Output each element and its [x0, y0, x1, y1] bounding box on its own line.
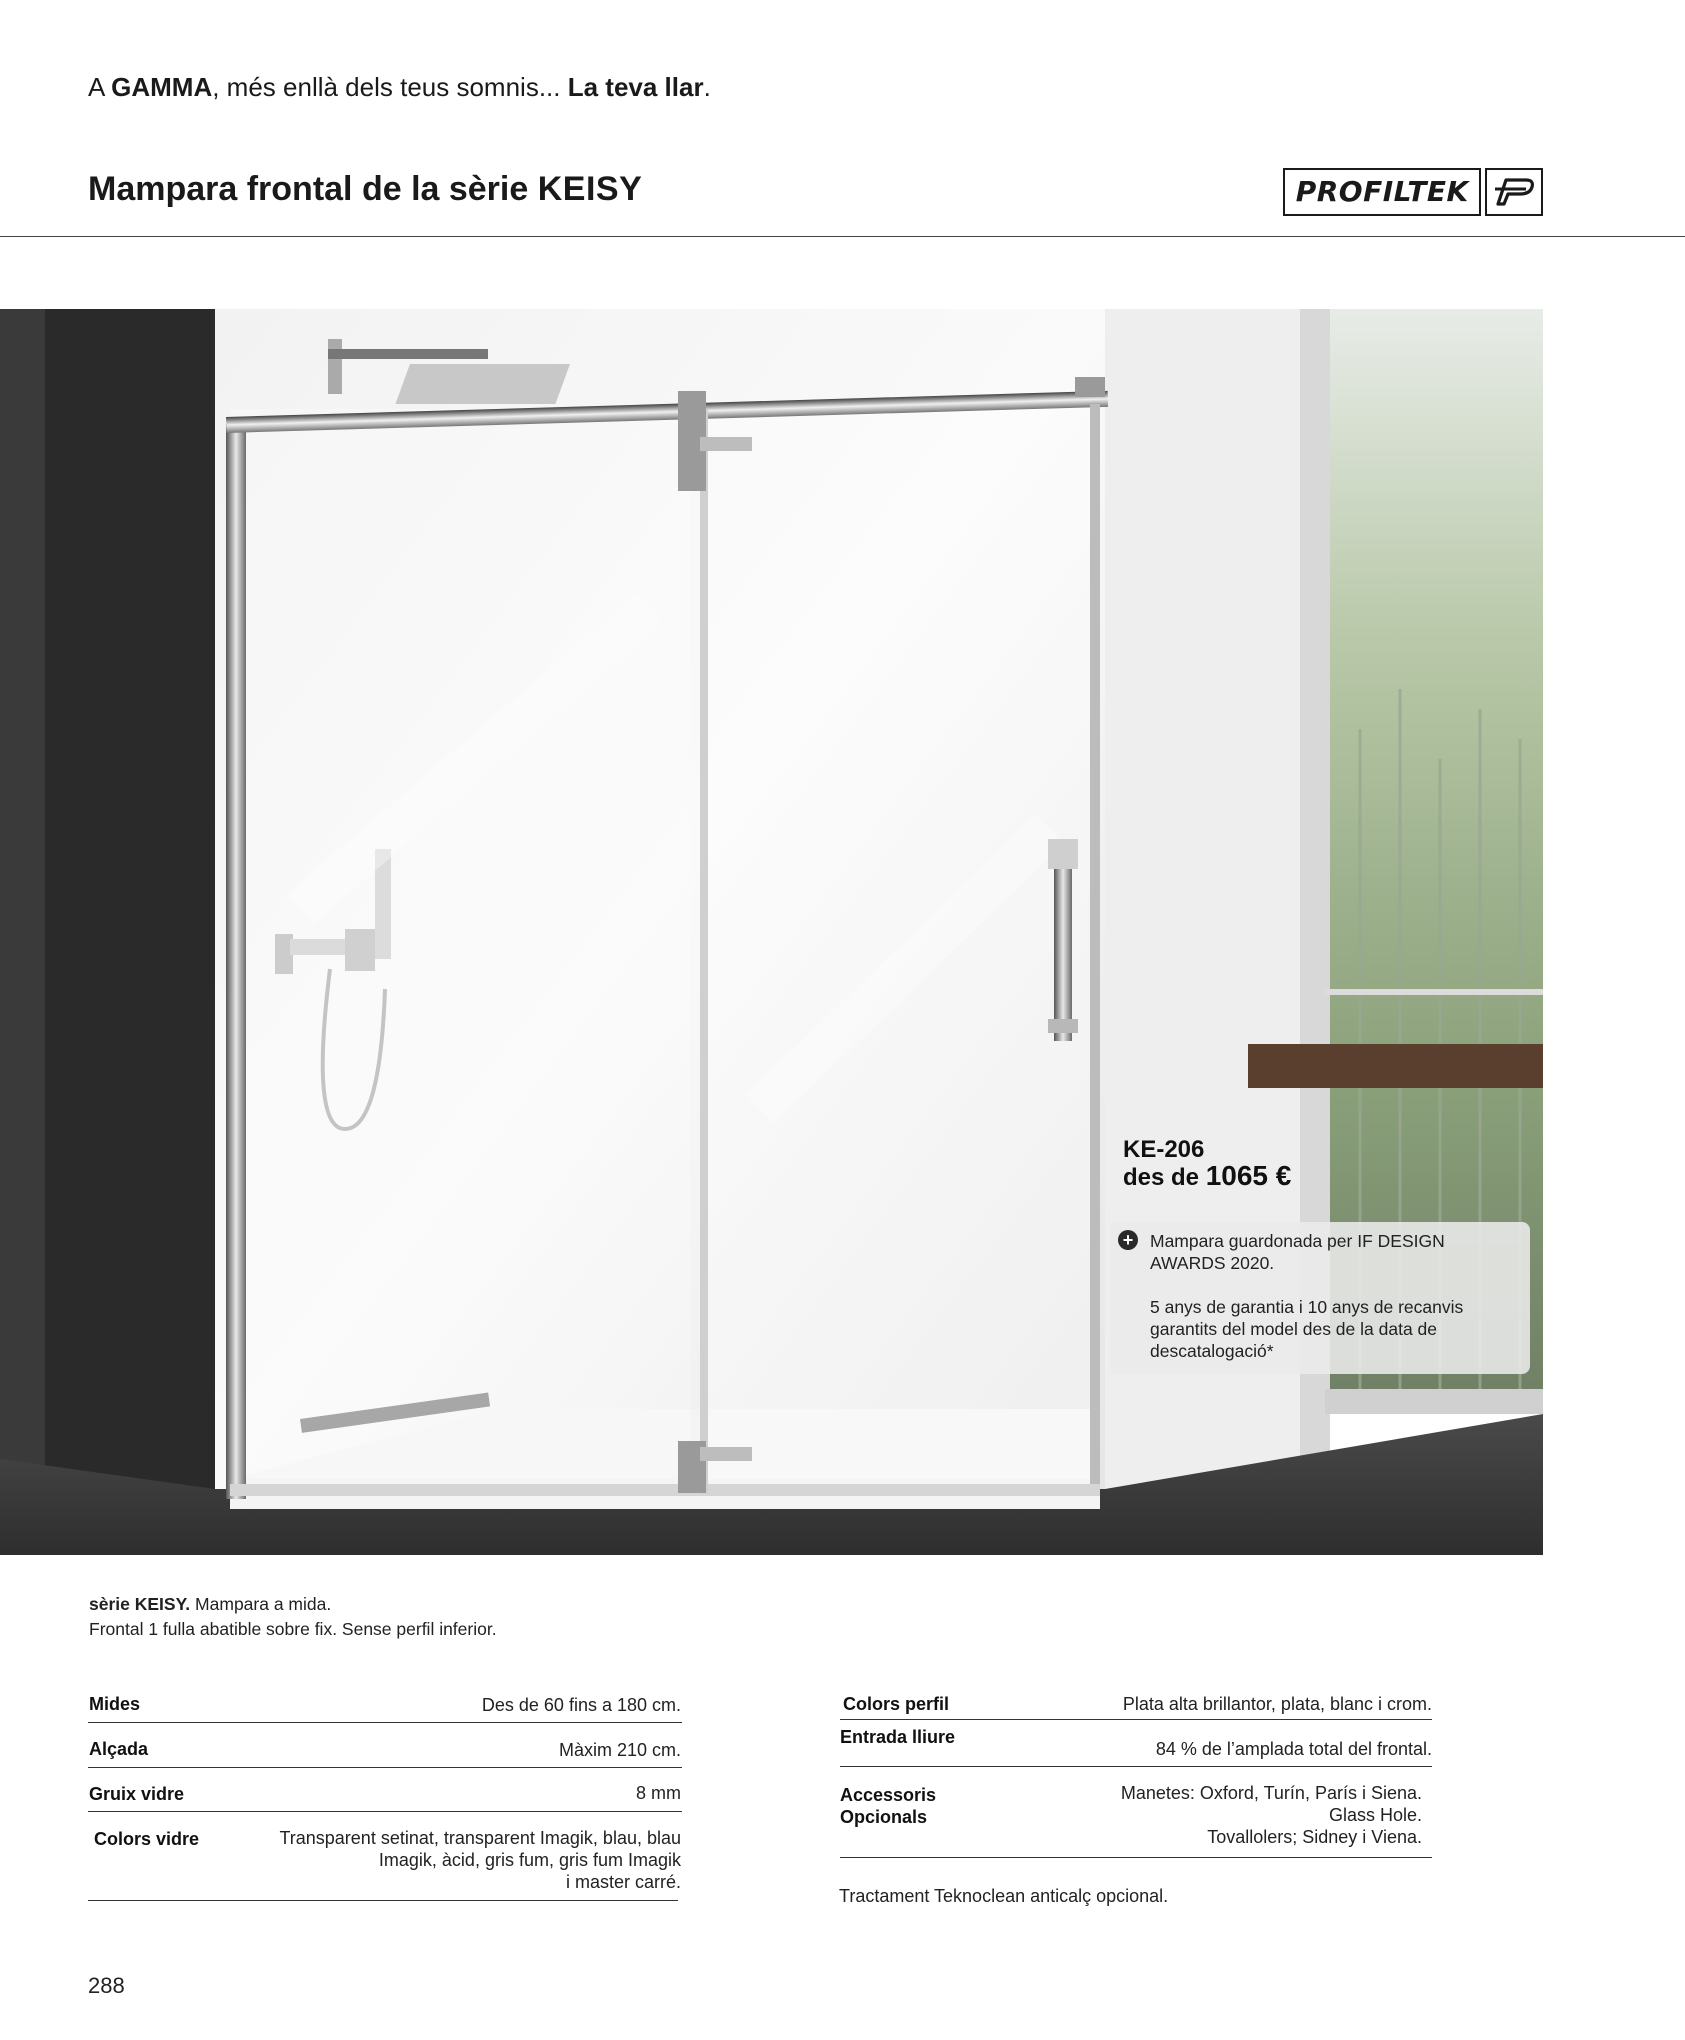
- spec-label-line: Opcionals: [840, 1807, 928, 1827]
- series-description-line2: Frontal 1 fulla abatible sobre fix. Sense perfil inferior.: [89, 1619, 497, 1639]
- page-title-text: Mampara frontal de la sèrie: [88, 170, 538, 208]
- page-title: [88, 170, 642, 209]
- spec-divider: [88, 1811, 682, 1812]
- spec-label-accessoris: [840, 1784, 936, 1828]
- spec-value-alcada: Màxim 210 cm.: [558, 1740, 681, 1760]
- spec-value-line: Manetes: Oxford, Turín, París i Siena.: [1120, 1783, 1422, 1803]
- spec-value-entrada-lliure: 84 % de l’amplada total del frontal.: [1155, 1739, 1432, 1759]
- spec-value-colors-perfil: Plata alta brillantor, plata, blanc i crom.: [1122, 1694, 1432, 1714]
- tagline-suffix: .: [703, 72, 711, 102]
- spec-label-colors-vidre: Colors vidre: [94, 1829, 200, 1849]
- series-description: [89, 1594, 331, 1615]
- price-prefix: des de: [1123, 1164, 1206, 1191]
- price-amount: 1065 €: [1205, 1160, 1292, 1191]
- plus-circle-icon: +: [1118, 1230, 1138, 1250]
- spec-value-line: Imagik, àcid, gris fum, gris fum Imagik: [378, 1850, 681, 1870]
- series-prefix: sèrie: [89, 1594, 135, 1614]
- series-name: KEISY.: [134, 1594, 191, 1614]
- product-info-box: [1110, 1222, 1530, 1374]
- spec-label-alcada: Alçada: [89, 1739, 149, 1759]
- spec-value-accessoris: [1000, 1782, 1422, 1848]
- tagline-prefix: A: [88, 72, 112, 102]
- spec-divider: [88, 1722, 682, 1723]
- product-price: [1123, 1160, 1291, 1192]
- product-model: KE-206: [1123, 1136, 1205, 1163]
- spec-value-colors-vidre: [240, 1827, 681, 1893]
- spec-label-colors-perfil: Colors perfil: [843, 1694, 950, 1714]
- brand-logo-word: PROFILTEK: [1283, 168, 1481, 216]
- header-divider: [0, 236, 1685, 237]
- spec-value-gruix: 8 mm: [636, 1783, 681, 1803]
- spec-divider: [88, 1900, 678, 1901]
- spec-divider: [840, 1719, 1432, 1720]
- footnote: Tractament Teknoclean anticalç opcional.: [839, 1886, 1169, 1906]
- page-number: 288: [88, 1973, 125, 1998]
- spec-value-line: Transparent setinat, transparent Imagik, blau, blau: [279, 1828, 681, 1848]
- spec-divider: [840, 1766, 1432, 1767]
- spec-label-gruix: Gruix vidre: [89, 1784, 185, 1804]
- spec-label-entrada-lliure: Entrada lliure: [840, 1727, 956, 1747]
- tagline-middle: , més enllà dels teus somnis...: [212, 72, 568, 102]
- tagline-brand: GAMMA: [111, 72, 213, 102]
- page-title-series: KEISY: [537, 170, 643, 208]
- brand-logo: [1283, 168, 1543, 216]
- spec-value-line: Tovallolers; Sidney i Viena.: [1207, 1827, 1422, 1847]
- spec-value-mides: Des de 60 fins a 180 cm.: [481, 1695, 681, 1715]
- spec-label-mides: Mides: [89, 1694, 141, 1714]
- spec-value-line: Glass Hole.: [1328, 1805, 1422, 1825]
- spec-label-line: Accessoris: [840, 1785, 937, 1805]
- warranty-text: 5 anys de garantia i 10 anys de recanvis garantits del model des de la data de descatalogació*: [1150, 1297, 1464, 1361]
- spec-divider: [88, 1767, 682, 1768]
- spec-divider: [840, 1857, 1432, 1858]
- tagline: [88, 72, 711, 103]
- brand-logo-mark-icon: [1485, 168, 1543, 216]
- series-desc-rest: Mampara a mida.: [190, 1594, 332, 1614]
- spec-value-line: i master carré.: [565, 1872, 681, 1892]
- tagline-emphasis: La teva llar: [567, 72, 704, 102]
- award-text: Mampara guardonada per IF DESIGN AWARDS 2020.: [1150, 1231, 1445, 1273]
